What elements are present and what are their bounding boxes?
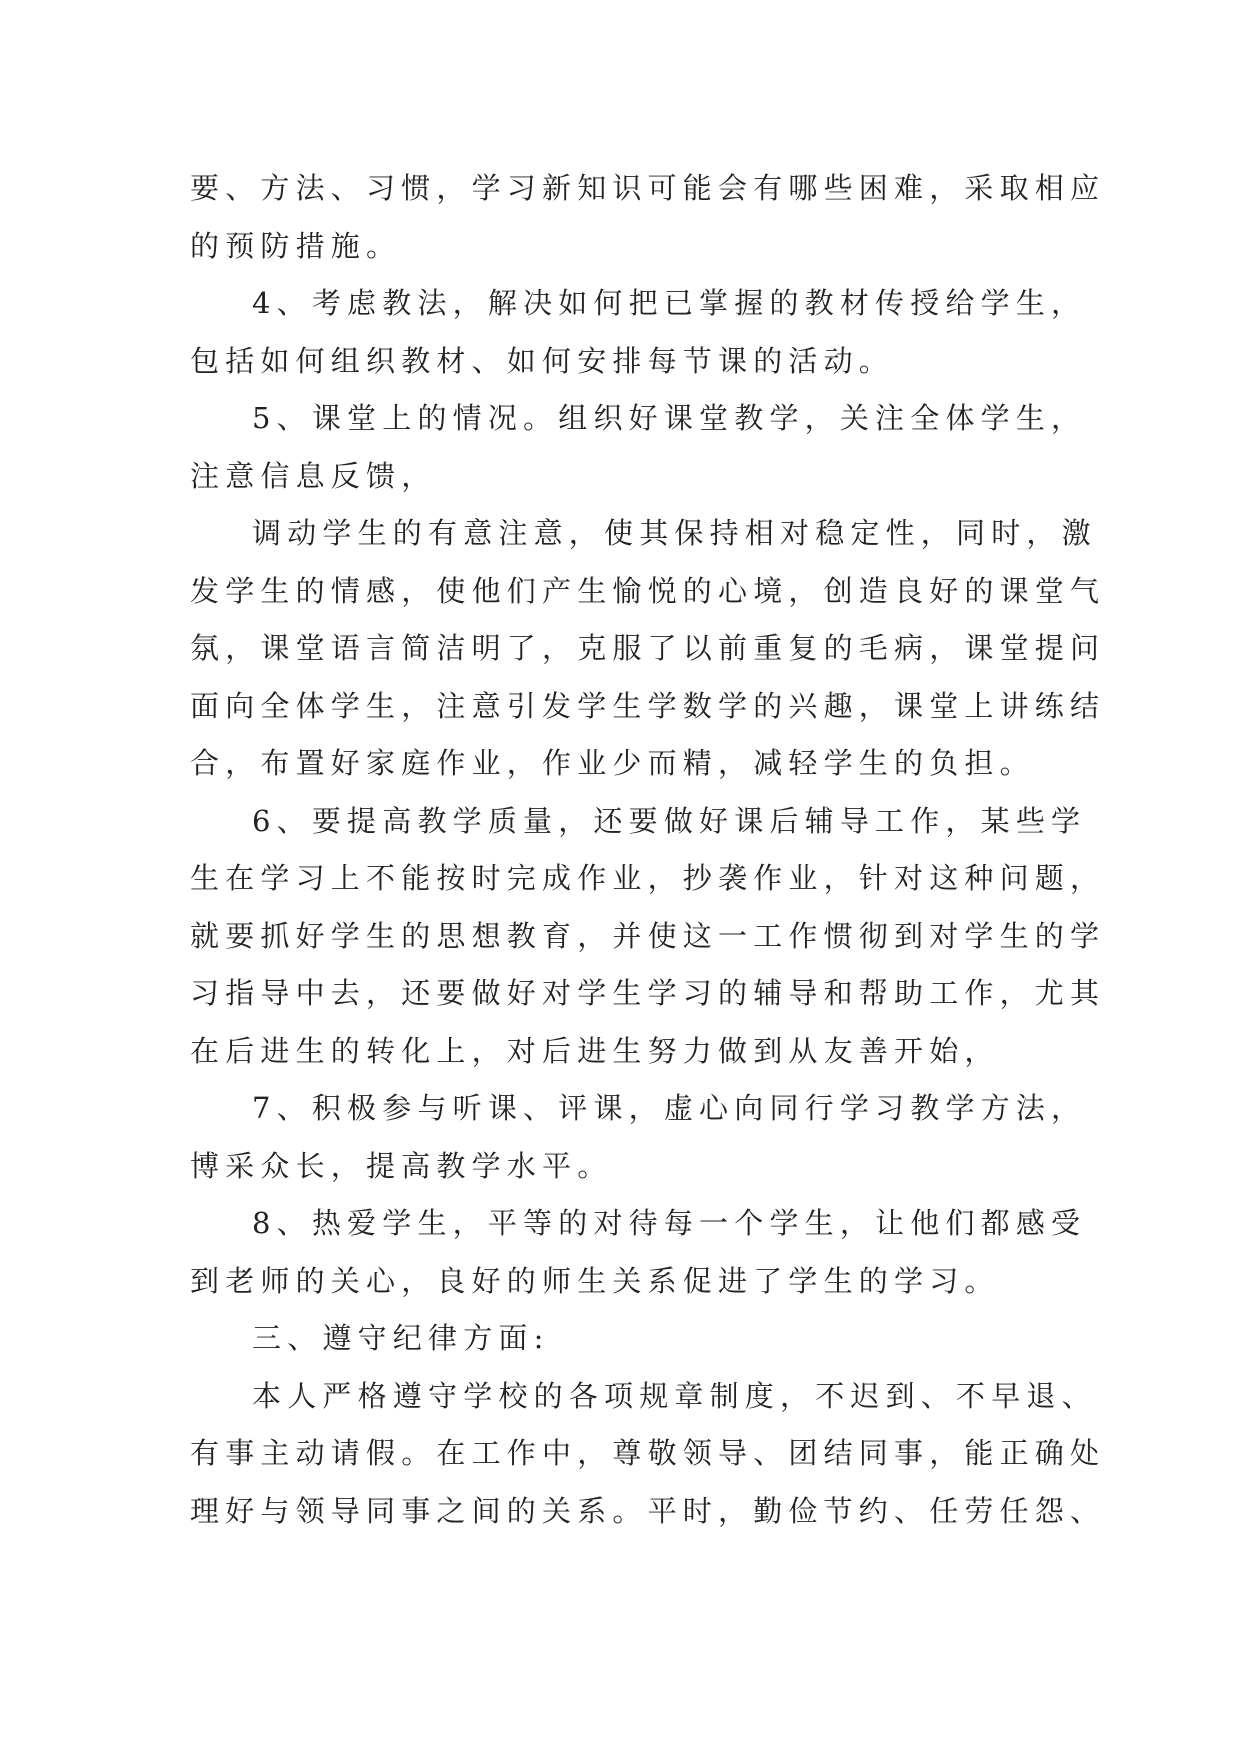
document-body [190, 160, 1106, 1540]
text-line-16: 在后进生的转化上，对后进生努力做到从友善开始， [190, 1033, 1000, 1068]
text-line-8: 发学生的情感，使他们产生愉悦的心境，创造良好的课堂气 [190, 573, 1106, 608]
text-line-15: 习指导中去，还要做好对学生学习的辅导和帮助工作，尤其 [190, 976, 1106, 1010]
text-line-1: 要、方法、习惯，学习新知识可能会有哪些困难，采取相应 [190, 171, 1106, 205]
text-line-17: 7、积极参与听课、评课，虚心向同行学习教学方法， [252, 1091, 1087, 1125]
text-line-18: 博采众长，提高教学水平。 [190, 1148, 613, 1183]
text-line-23: 有事主动请假。在工作中，尊敬领导、团结同事，能正确处 [190, 1436, 1106, 1470]
text-line-13: 生在学习上不能按时完成作业，抄袭作业，针对这种问题， [190, 861, 1106, 895]
text-line-22: 本人严格遵守学校的各项规章制度，不迟到、不早退、 [252, 1378, 1097, 1413]
text-line-5: 5、课堂上的情况。组织好课堂教学，关注全体学生， [252, 401, 1087, 435]
text-line-12: 6、要提高教学质量，还要做好课后辅导工作，某些学 [252, 803, 1087, 838]
text-line-24: 理好与领导同事之间的关系。平时，勤俭节约、任劳任怨、 [190, 1493, 1106, 1528]
text-line-7: 调动学生的有意注意，使其保持相对稳定性，同时，激 [252, 516, 1097, 550]
text-line-14: 就要抓好学生的思想教育，并使这一工作惯彻到对学生的学 [190, 918, 1106, 953]
text-line-20: 到老师的关心，良好的师生关系促进了学生的学习。 [190, 1263, 1000, 1298]
section-heading-discipline: 三、遵守纪律方面: [252, 1321, 550, 1355]
text-line-9: 氛，课堂语言简洁明了，克服了以前重复的毛病，课堂提问 [190, 631, 1106, 665]
text-line-2: 的预防措施。 [190, 228, 402, 263]
text-line-19: 8、热爱学生，平等的对待每一个学生，让他们都感受 [252, 1206, 1087, 1240]
text-line-3: 4、考虑教法，解决如何把已掌握的教材传授给学生， [252, 286, 1087, 320]
text-line-6: 注意信息反馈， [190, 458, 437, 493]
text-line-11: 合，布置好家庭作业，作业少而精，减轻学生的负担。 [190, 746, 1035, 780]
text-line-4: 包括如何组织教材、如何安排每节课的活动。 [190, 343, 895, 378]
text-line-10: 面向全体学生，注意引发学生学数学的兴趣，课堂上讲练结 [190, 688, 1106, 723]
